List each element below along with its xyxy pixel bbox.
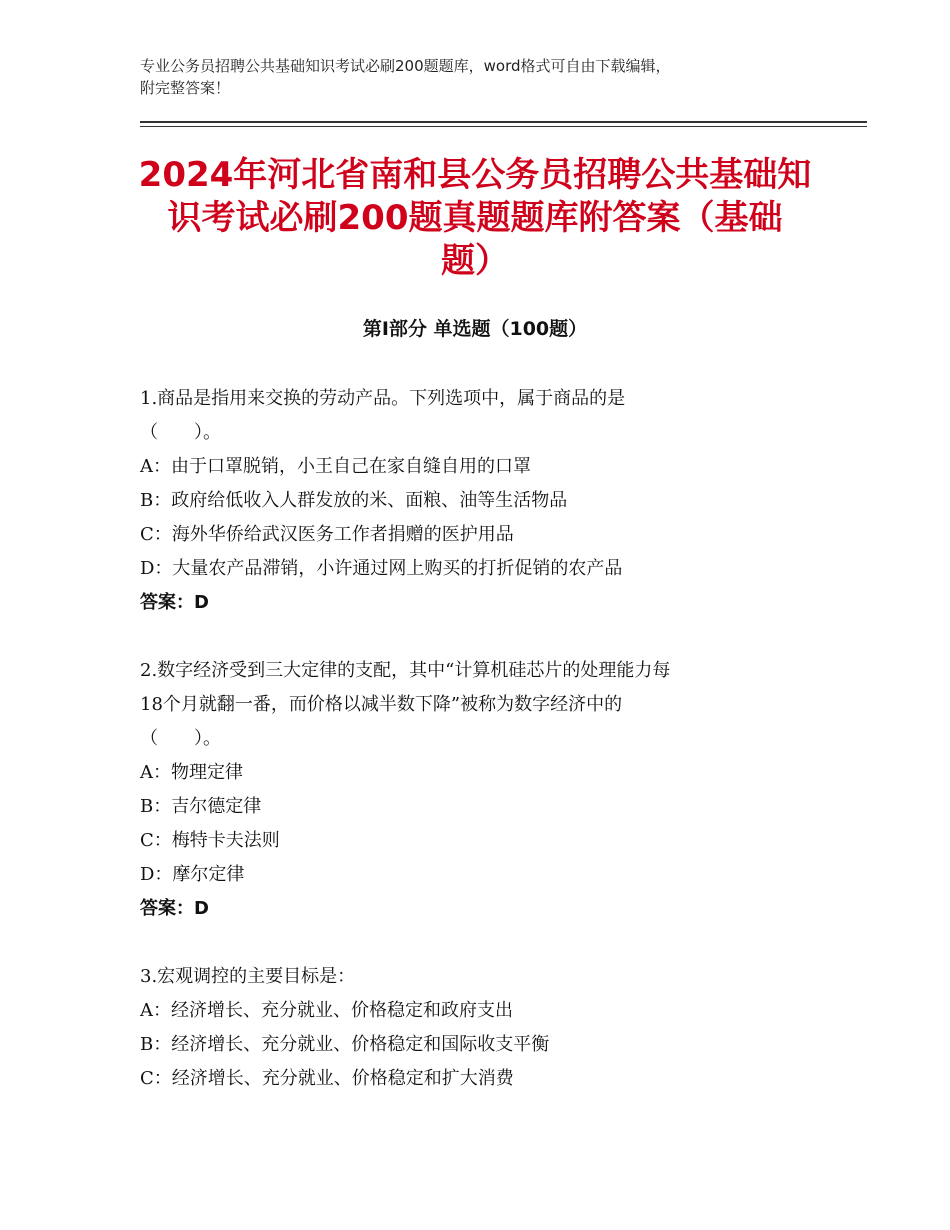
answer-option: B：吉尔德定律 <box>140 796 262 817</box>
header-note <box>140 55 840 99</box>
header-note-line: 附完整答案！ <box>140 79 231 97</box>
answer-option: A：物理定律 <box>140 762 243 783</box>
question-answer: 答案：D <box>140 898 209 919</box>
answer-option: A：经济增长、充分就业、价格稳定和政府支出 <box>140 1000 513 1021</box>
answer-option: C：海外华侨给武汉医务工作者捐赠的医护用品 <box>140 524 514 545</box>
question-answer: 答案：D <box>140 592 209 613</box>
header-divider <box>140 121 867 123</box>
question-item <box>140 654 820 926</box>
title-line: 识考试必刷200题真题题库附答案（基础 <box>167 198 783 238</box>
answer-option: C：经济增长、充分就业、价格稳定和扩大消费 <box>140 1068 514 1089</box>
question-stem: （ ）。 <box>140 422 221 443</box>
question-list <box>140 382 820 1130</box>
question-stem: 1.商品是指用来交换的劳动产品。下列选项中，属于商品的是 <box>140 388 626 409</box>
document-title <box>120 154 830 283</box>
answer-option: C：梅特卡夫法则 <box>140 830 280 851</box>
question-item <box>140 960 820 1096</box>
title-line: 2024年河北省南和县公务员招聘公共基础知 <box>138 155 812 195</box>
question-stem: （ ）。 <box>140 728 221 749</box>
answer-option: D：摩尔定律 <box>140 864 245 885</box>
question-item <box>140 382 820 620</box>
answer-option: A：由于口罩脱销，小王自己在家自缝自用的口罩 <box>140 456 531 477</box>
question-stem: 2.数字经济受到三大定律的支配，其中“计算机硅芯片的处理能力每 <box>140 660 671 681</box>
answer-option: B：经济增长、充分就业、价格稳定和国际收支平衡 <box>140 1034 550 1055</box>
section-title: 第Ⅰ部分 单选题（100题） <box>362 318 588 340</box>
header-divider <box>140 126 867 127</box>
header-note-line: 专业公务员招聘公共基础知识考试必刷200题题库，word格式可自由下载编辑， <box>140 57 671 75</box>
question-stem: 18个月就翻一番，而价格以减半数下降”被称为数字经济中的 <box>140 694 623 715</box>
answer-option: B：政府给低收入人群发放的米、面粮、油等生活物品 <box>140 490 568 511</box>
answer-option: D：大量农产品滞销，小许通过网上购买的打折促销的农产品 <box>140 558 623 579</box>
title-line: 题） <box>441 241 509 281</box>
question-stem: 3.宏观调控的主要目标是： <box>140 966 356 987</box>
